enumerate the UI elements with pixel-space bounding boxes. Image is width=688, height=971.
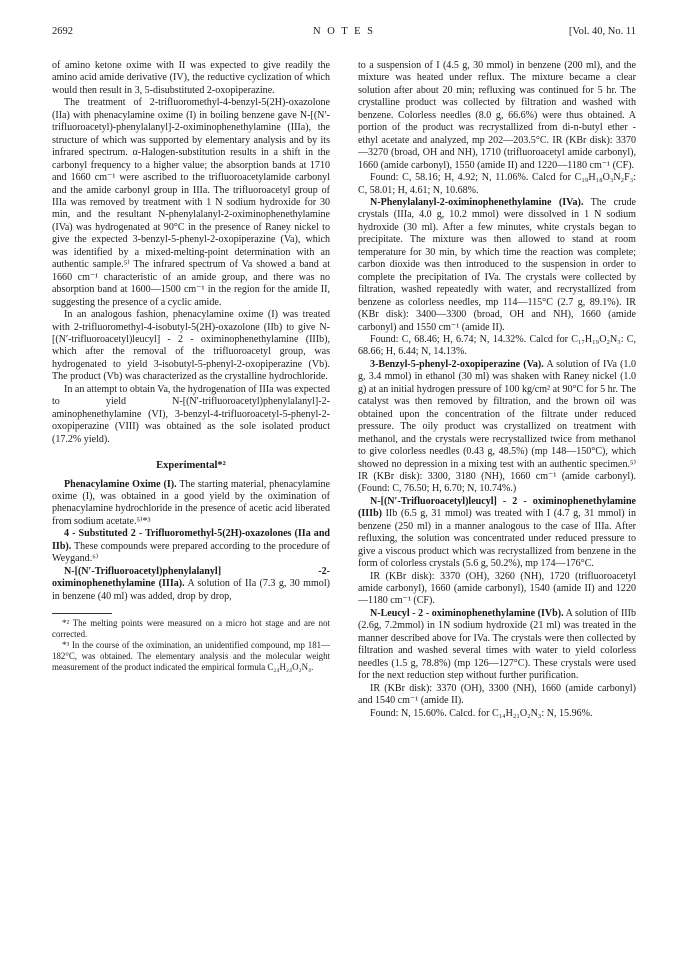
entry-body: A solution of IIIb (2.6g, 7.2mmol) in 1N sodium hydroxide (21 ml) was treated in the manner described above for IVa. The crystals were then collected by filtration and washed several times with water to yield colorless needles (1.5 g, 78.8%) (mp 126—127°C). These crystals were used for the next reduction step without further purification. bbox=[358, 607, 637, 682]
footnote: *³ In the course of the oximination, an unidentified compound, mp 181—182°C, was obtained. The elementary analysis and the molecular weight measurement of the product indicated the empirical formula C₂₄H₂₄O₂N₄. bbox=[52, 640, 330, 673]
experimental-entry bbox=[358, 496, 636, 571]
section-heading-experimental: Experimental*² bbox=[156, 460, 226, 472]
experimental-entry bbox=[358, 359, 636, 496]
paragraph: of amino ketone oxime with II was expected to give readily the amino acid amide derivative (IV), the reductive cyclization of which would then result in 3, 5-disubstituted 2-oxopiperazine. bbox=[52, 60, 330, 96]
entry-body: These compounds were prepared according to the procedure of Weygand.⁶⁾ bbox=[52, 540, 330, 565]
footnote: *² The melting points were measured on a micro hot stage and are not corrected. bbox=[52, 618, 330, 640]
journal-section-title: N O T E S bbox=[313, 26, 375, 37]
entry-title: 4 - Substituted 2 - Trifluoromethyl-5(2H)-oxazolones (IIa and IIb). bbox=[52, 528, 330, 552]
entry-body: IIb (6.5 g, 31 mmol) was treated with I (4.7 g, 31 mmol) in benzene (250 ml) in a manner analogous to the case of IIIa. After refluxing, the solution was concentrated under reduced pressure to give a viscous product which was recrystallized from benzene in the form of colorless crystals (5.6 g, 50.2%), mp 174—176°C. bbox=[358, 508, 636, 570]
entry-title: 3-Benzyl-5-phenyl-2-oxopiperazine (Va). bbox=[370, 358, 544, 370]
ir-line: IR (KBr disk): 3370 (OH), 3300 (NH), 1660 (amide carbonyl) and 1540 cm⁻¹ (amide II). bbox=[358, 682, 636, 707]
running-header bbox=[52, 26, 636, 42]
entry-title: Phenacylamine Oxime (I). bbox=[64, 478, 177, 490]
analysis-line: Found: N, 15.60%. Calcd. for C₁₄H₂₁O₂N₃: N, 15.96%. bbox=[370, 707, 593, 719]
entry-body: The crude crystals (IIIa, 4.0 g, 10.2 mmol) were dissolved in 1 N sodium hydroxide (30 ml). After a few minutes, white crystals began to precipitate. The mixture was then allowed to stand at room temperature for 30 min, by which time the reaction was complete; carbon dioxide was then introduced to the suspension in order to complete the precipitation of IVa. The crystals were collected by filtration, washed repeatedly with water, and recrystallized from benzene as colorless needles, mp 114—115°C (2.7 g, 89.1%). IR (KBr disk): 3400—3300 (broad, OH and NH), 1660 (amide carbonyl) and 1550 cm⁻¹ (amide II). bbox=[358, 196, 636, 333]
entry-body: The starting material, phenacylamine oxime (I), was obtained in a good yield by the oximination of phenacylamine hydrochloride in the presence of acetic acid liberated from sodium acetate.⁵⁾*³ bbox=[52, 478, 330, 527]
experimental-entry bbox=[358, 197, 636, 334]
paragraph: to a suspension of I (4.5 g, 30 mmol) in benzene (200 ml), and the mixture was heated under reflux. The mixture became a clear solution after about 20 min; refluxing was continued for 5 hr. The crystalline product was collected by filtration and washed with benzene. Colorless needles (8.0 g, 66.6%) were thus obtained. A portion of the product was recrystallized from di-n-butyl ether - ethyl acetate and analyzed, mp 202—203.5°C. IR (KBr disk): 3370—3270 (broad, OH and NH), 1710 (trifluoroacetyl amide carbonyl), 1660 (amide carbonyl), 1550 (amide II) and 1220—1180 cm⁻¹ (CF). bbox=[358, 60, 636, 171]
analysis-line: Found: C, 68.46; H, 6.74; N, 14.32%. Calcd for C₁₇H₁₉O₂N₃: C, 68.66; H, 6.44; N, 14.13%. bbox=[358, 333, 636, 358]
right-column bbox=[358, 60, 636, 720]
experimental-entry bbox=[52, 479, 330, 529]
analysis-line: Found: C, 58.16; H, 4.92; N, 11.06%. Calcd for C₁₉H₁₈O₃N₂F₃: C, 58.01; H, 4.61; N, 10.68%. bbox=[358, 172, 636, 196]
entry-body: A solution of IIa (7.3 g, 30 mmol) in benzene (40 ml) was added, drop by drop, bbox=[52, 578, 330, 602]
entry-title: N-[(N′-Trifluoroacetyl)leucyl] - 2 - oximinophenethylamine (IIIb) bbox=[358, 495, 636, 520]
experimental-entry bbox=[52, 566, 330, 603]
page-number: 2692 bbox=[52, 26, 73, 37]
paragraph: In an analogous fashion, phenacylamine oxime (I) was treated with 2-trifluoromethyl-4-isobutyl-5(2H)-oxazolone (IIb) to give N-[(N′-trifluoroacetyl)leucyl] - 2 - oximinophenethylamine (IIIb), which after the removal of the trifluoroacetyl group, was hydrogenated to yield 3-isobutyl-5-phenyl-2-oxopiperazine (Vb). The product (Vb) was characterized as the crystalline hydrochloride. bbox=[52, 309, 330, 383]
footnote-divider bbox=[52, 613, 112, 614]
entry-body: A solution of IVa (1.0 g, 3.4 mmol) in ethanol (30 ml) was shaken with Raney nickel (1.0 g) at an initial hydrogen pressure of 100 kg/cm² at 90°C for 5 hr. The catalyst was then removed by filtration, and the brown oil was obtained upon the concentration of the filtrate under reduced pressure. The oily product was crystallized on treatment with methanol, and the crystals were recrystallized twice from methanol to give colorless needles (0.43 g, 48.5%) (mp 148—150°C), which showed no depression in a mixing test with an authentic specimen.⁵⁾ IR (KBr disk): 3300, 3180 (NH), 1660 cm⁻¹ (amide carbonyl). (Found: C, 76.50; H, 6.70; N, 10.74%.) bbox=[358, 358, 636, 495]
paragraph: In an attempt to obtain Va, the hydrogenation of IIIa was expected to yield N-[(N′-trifluoroacetyl)phenylalanyl]-2-aminophenethylamine (VI), 3-benzyl-4-trifluoroacetyl-5-phenyl-2-oxopiperazine (VIII) was obtained as the sole isolated product (17.2% yield). bbox=[52, 383, 330, 445]
experimental-entry bbox=[358, 608, 636, 683]
volume-issue: [Vol. 40, No. 11 bbox=[568, 26, 636, 37]
ir-line: IR (KBr disk): 3370 (OH), 3260 (NH), 1720 (trifluoroacetyl amide carbonyl), 1660 (amide carbonyl), 1540 (amide II) and 1220—1180 cm⁻¹ (CF). bbox=[358, 570, 636, 607]
experimental-entry bbox=[52, 528, 330, 565]
left-column bbox=[52, 60, 330, 673]
entry-title: N-[(N′-Trifluoroacetyl)phenylalanyl] -2-oximinophenethylamine (IIIa). bbox=[52, 565, 330, 590]
entry-title: N-Phenylalanyl-2-oximinophenethylamine (IVa). bbox=[370, 196, 584, 208]
paragraph: The treatment of 2-trifluoromethyl-4-benzyl-5(2H)-oxazolone (IIa) with phenacylamine oxime (I) in boiling benzene gave N-[(N′-trifluoroacetyl)-phenylalanyl]-2-oximinophenethylamine (IIIa), the structure of which was supported by elementary analysis and by its infrared spectrum. α-Halogen-substitution results in a shift in the carbonyl frequency to a higher value; the absorption bands at 1710 and 1660 cm⁻¹ were ascribed to the trifluoroacetylamide carbonyl and the amide carbonyl group in IIIa. The trifluoroacetyl group of IIIa was removed by treatment with 1 N sodium hydroxide for 30 min, and the resultant N-phenylalanyl-2-oximinophenethylamine (IVa) was hydrogenated at 90°C in the presence of Raney nickel to give the expected 3-benzyl-5-phenyl-2-oxopiperazine (Va), which was identified by a mixed-melting-point determination with an authentic sample.⁵⁾ The infrared spectrum of Va showed a band at 1660 cm⁻¹ characteristic of an amide group, and there was no absorption band at 1600—1500 cm⁻¹ in the region for the amide II, suggesting the presence of a cyclic amide. bbox=[52, 97, 330, 308]
entry-title: N-Leucyl - 2 - oximinophenethylamine (IVb). bbox=[370, 607, 564, 619]
